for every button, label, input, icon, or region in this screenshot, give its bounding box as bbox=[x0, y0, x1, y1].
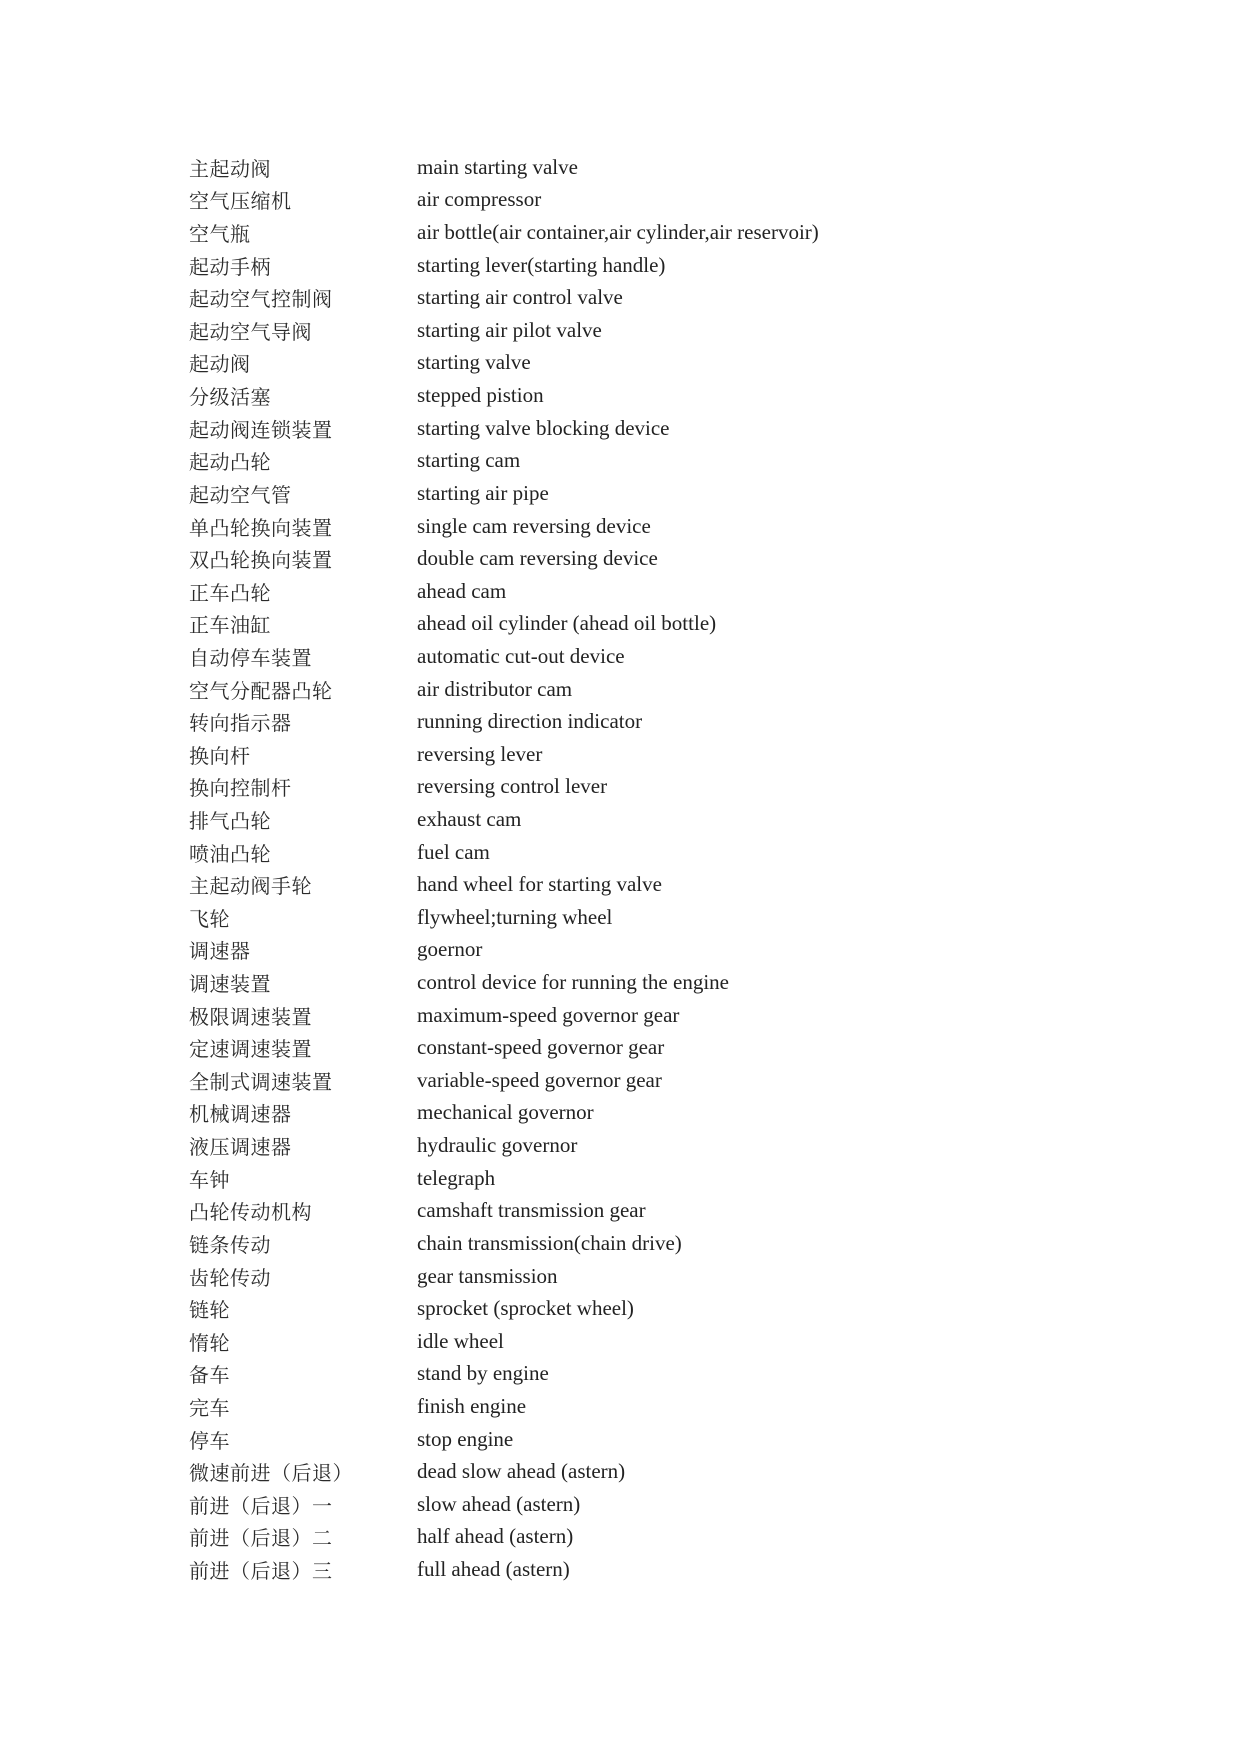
english-term: reversing lever bbox=[417, 741, 543, 766]
english-term: ahead cam bbox=[417, 578, 507, 603]
chinese-term: 完车 bbox=[189, 1395, 230, 1420]
chinese-term: 定速调速装置 bbox=[189, 1037, 312, 1062]
chinese-term: 全制式调速装置 bbox=[189, 1069, 333, 1094]
chinese-term: 齿轮传动 bbox=[189, 1265, 271, 1290]
chinese-term: 链轮 bbox=[189, 1298, 230, 1323]
english-term: camshaft transmission gear bbox=[417, 1198, 646, 1223]
glossary-row bbox=[189, 836, 1089, 869]
chinese-term: 空气瓶 bbox=[189, 222, 251, 247]
chinese-term: 起动阀连锁装置 bbox=[189, 417, 333, 442]
glossary-row bbox=[189, 608, 1089, 641]
glossary-row bbox=[189, 999, 1089, 1032]
english-term: mechanical governor bbox=[417, 1100, 594, 1125]
chinese-term: 惰轮 bbox=[189, 1330, 230, 1355]
english-term: maximum-speed governor gear bbox=[417, 1002, 680, 1027]
chinese-term: 主起动阀手轮 bbox=[189, 874, 312, 899]
glossary-row bbox=[189, 510, 1089, 543]
glossary-row bbox=[189, 1455, 1089, 1488]
chinese-term: 调速器 bbox=[189, 939, 251, 964]
glossary-row bbox=[189, 1358, 1089, 1391]
english-term: half ahead (astern) bbox=[417, 1524, 574, 1549]
chinese-term: 微速前进（后退） bbox=[189, 1461, 353, 1486]
english-term: starting air pipe bbox=[417, 480, 549, 505]
chinese-term: 自动停车装置 bbox=[189, 645, 312, 670]
glossary-row bbox=[189, 1553, 1089, 1586]
english-term: air distributor cam bbox=[417, 676, 573, 701]
chinese-term: 停车 bbox=[189, 1428, 230, 1453]
english-term: stop engine bbox=[417, 1426, 514, 1451]
english-term: idle wheel bbox=[417, 1328, 504, 1353]
chinese-term: 空气分配器凸轮 bbox=[189, 678, 333, 703]
glossary-row bbox=[189, 771, 1089, 804]
english-term: double cam reversing device bbox=[417, 546, 658, 571]
english-term: sprocket (sprocket wheel) bbox=[417, 1296, 634, 1321]
english-term: air compressor bbox=[417, 187, 542, 212]
glossary-list bbox=[189, 151, 1089, 1586]
chinese-term: 机械调速器 bbox=[189, 1102, 292, 1127]
chinese-term: 飞轮 bbox=[189, 906, 230, 931]
glossary-row bbox=[189, 216, 1089, 249]
english-term: dead slow ahead (astern) bbox=[417, 1459, 626, 1484]
glossary-row bbox=[189, 1195, 1089, 1228]
english-term: fuel cam bbox=[417, 839, 490, 864]
chinese-term: 空气压缩机 bbox=[189, 189, 292, 214]
english-term: air bottle(air container,air cylinder,air reservoir) bbox=[417, 220, 819, 245]
english-term: starting air pilot valve bbox=[417, 317, 602, 342]
chinese-term: 起动凸轮 bbox=[189, 450, 271, 475]
glossary-row bbox=[189, 1423, 1089, 1456]
english-term: hand wheel for starting valve bbox=[417, 872, 662, 897]
english-term: exhaust cam bbox=[417, 806, 522, 831]
english-term: reversing control lever bbox=[417, 774, 608, 799]
glossary-row bbox=[189, 249, 1089, 282]
english-term: flywheel;turning wheel bbox=[417, 904, 613, 929]
english-term: finish engine bbox=[417, 1393, 527, 1418]
english-term: full ahead (astern) bbox=[417, 1557, 570, 1581]
glossary-row bbox=[189, 444, 1089, 477]
chinese-term: 换向杆 bbox=[189, 743, 251, 768]
english-term: stand by engine bbox=[417, 1361, 549, 1386]
glossary-row bbox=[189, 1325, 1089, 1358]
chinese-term: 转向指示器 bbox=[189, 711, 292, 736]
glossary-row bbox=[189, 1162, 1089, 1195]
chinese-term: 双凸轮换向装置 bbox=[189, 548, 333, 573]
glossary-row bbox=[189, 738, 1089, 771]
chinese-term: 主起动阀 bbox=[189, 156, 271, 181]
glossary-row bbox=[189, 542, 1089, 575]
english-term: chain transmission(chain drive) bbox=[417, 1230, 682, 1255]
chinese-term: 起动空气管 bbox=[189, 482, 292, 507]
glossary-row bbox=[189, 314, 1089, 347]
glossary-row bbox=[189, 575, 1089, 608]
english-term: stepped pistion bbox=[417, 383, 544, 408]
glossary-row bbox=[189, 151, 1089, 184]
chinese-term: 起动阀 bbox=[189, 352, 251, 377]
english-term: starting lever(starting handle) bbox=[417, 252, 666, 277]
chinese-term: 调速装置 bbox=[189, 972, 271, 997]
glossary-row bbox=[189, 966, 1089, 999]
chinese-term: 前进（后退）三 bbox=[189, 1559, 333, 1583]
glossary-row bbox=[189, 1031, 1089, 1064]
chinese-term: 排气凸轮 bbox=[189, 808, 271, 833]
english-term: single cam reversing device bbox=[417, 513, 651, 538]
english-term: hydraulic governor bbox=[417, 1133, 578, 1158]
glossary-row bbox=[189, 1488, 1089, 1521]
english-term: starting air control valve bbox=[417, 285, 623, 310]
glossary-row bbox=[189, 1260, 1089, 1293]
glossary-row bbox=[189, 477, 1089, 510]
chinese-term: 分级活塞 bbox=[189, 385, 271, 410]
glossary-row bbox=[189, 412, 1089, 445]
chinese-term: 极限调速装置 bbox=[189, 1004, 312, 1029]
english-term: automatic cut-out device bbox=[417, 643, 625, 668]
english-term: slow ahead (astern) bbox=[417, 1491, 581, 1516]
glossary-row bbox=[189, 184, 1089, 217]
glossary-row bbox=[189, 803, 1089, 836]
chinese-term: 换向控制杆 bbox=[189, 776, 292, 801]
chinese-term: 凸轮传动机构 bbox=[189, 1200, 312, 1225]
glossary-row bbox=[189, 379, 1089, 412]
glossary-row bbox=[189, 901, 1089, 934]
chinese-term: 喷油凸轮 bbox=[189, 841, 271, 866]
glossary-row bbox=[189, 1227, 1089, 1260]
glossary-row bbox=[189, 868, 1089, 901]
english-term: variable-speed governor gear bbox=[417, 1067, 662, 1092]
chinese-term: 单凸轮换向装置 bbox=[189, 515, 333, 540]
glossary-row bbox=[189, 1097, 1089, 1130]
glossary-row bbox=[189, 705, 1089, 738]
glossary-row bbox=[189, 673, 1089, 706]
chinese-term: 正车凸轮 bbox=[189, 580, 271, 605]
chinese-term: 起动空气导阀 bbox=[189, 319, 312, 344]
chinese-term: 起动手柄 bbox=[189, 254, 271, 279]
chinese-term: 前进（后退）二 bbox=[189, 1526, 333, 1551]
english-term: starting cam bbox=[417, 448, 521, 473]
glossary-row bbox=[189, 281, 1089, 314]
glossary-row bbox=[189, 934, 1089, 967]
english-term: goernor bbox=[417, 937, 483, 962]
chinese-term: 车钟 bbox=[189, 1167, 230, 1192]
english-term: gear tansmission bbox=[417, 1263, 558, 1288]
glossary-row bbox=[189, 1064, 1089, 1097]
glossary-row bbox=[189, 1129, 1089, 1162]
glossary-row bbox=[189, 1521, 1089, 1554]
chinese-term: 备车 bbox=[189, 1363, 230, 1388]
glossary-row bbox=[189, 347, 1089, 380]
chinese-term: 链条传动 bbox=[189, 1232, 271, 1257]
glossary-row bbox=[189, 1292, 1089, 1325]
english-term: main starting valve bbox=[417, 154, 578, 179]
english-term: ahead oil cylinder (ahead oil bottle) bbox=[417, 611, 717, 636]
chinese-term: 起动空气控制阀 bbox=[189, 287, 333, 312]
english-term: running direction indicator bbox=[417, 709, 643, 734]
chinese-term: 液压调速器 bbox=[189, 1135, 292, 1160]
english-term: constant-speed governor gear bbox=[417, 1035, 665, 1060]
english-term: starting valve blocking device bbox=[417, 415, 670, 440]
english-term: control device for running the engine bbox=[417, 970, 729, 995]
chinese-term: 前进（后退）一 bbox=[189, 1493, 333, 1518]
glossary-row bbox=[189, 640, 1089, 673]
english-term: starting valve bbox=[417, 350, 531, 375]
chinese-term: 正车油缸 bbox=[189, 613, 271, 638]
english-term: telegraph bbox=[417, 1165, 496, 1190]
glossary-row bbox=[189, 1390, 1089, 1423]
